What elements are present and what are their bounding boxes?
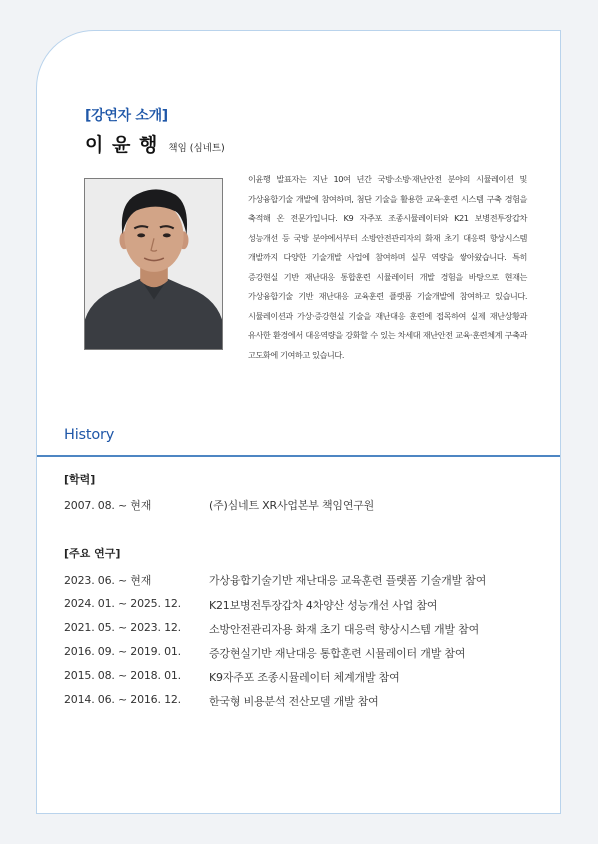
profile-card <box>36 30 561 814</box>
education-period: 2007. 08. ~ 현재 <box>64 499 152 512</box>
speaker-bio: 이윤행 발표자는 지난 10여 년간 국방·소방·재난안전 분야의 시뮬레이션 및 가상융합기술 개발에 참여하며, 첨단 기술을 활용한 교육·훈련 시스템 구축 경험을 축적해 온 전문가입니다. K9 자주포 조종시뮬레이터와 K21 보병전투장갑차 성능개선 등 국방 분야에서부터 소방안전관리자의 화재 초기 대응력 향상시스템 개발까지 다양한 기술개발 사업에 참여하며 실무 역량을 쌓아왔습니다. 특히 증강현실 기반 재난대응 통합훈련 시뮬레이터 개발 경험을 바탕으로 현재는 가상융합기술 기반 재난대응 교육훈련 플랫폼 기술개발에 참여하고 있습니다. 시뮬레이션과 가상·증강현실 기술을 재난대응 훈련에 접목하여 실제 재난상황과 유사한 환경에서 대응역량을 강화할 수 있는 차세대 재난안전 교육·훈련체계 구축과 고도화에 기여하고 있습니다. <box>248 174 527 360</box>
portrait-image <box>85 179 222 349</box>
research-period: 2021. 05. ~ 2023. 12. <box>64 621 181 634</box>
research-desc: K21보병전투장갑차 4차양산 성능개선 사업 참여 <box>209 599 438 612</box>
speaker-name: 이 윤 행 <box>85 134 159 156</box>
research-period: 2015. 08. ~ 2018. 01. <box>64 669 181 682</box>
research-period: 2014. 06. ~ 2016. 12. <box>64 693 181 706</box>
research-desc: 한국형 비용분석 전산모델 개발 참여 <box>209 695 379 708</box>
research-desc: 가상융합기술기반 재난대응 교육훈련 플랫폼 기술개발 참여 <box>209 574 487 587</box>
section-label: [강연자 소개] <box>85 108 168 124</box>
research-heading: [주요 연구] <box>64 547 121 560</box>
research-period: 2024. 01. ~ 2025. 12. <box>64 597 181 610</box>
education-heading: [학력] <box>64 473 96 486</box>
history-divider <box>37 455 560 457</box>
research-desc: 증강현실기반 재난대응 통합훈련 시뮬레이터 개발 참여 <box>209 647 466 660</box>
speaker-title: 책임 (심네트) <box>168 143 225 154</box>
education-desc: (주)심네트 XR사업본부 책임연구원 <box>209 499 375 512</box>
research-desc: K9자주포 조종시뮬레이터 체계개발 참여 <box>209 671 400 684</box>
research-desc: 소방안전관리자용 화재 초기 대응력 향상시스템 개발 참여 <box>209 623 480 636</box>
research-period: 2016. 09. ~ 2019. 01. <box>64 645 181 658</box>
research-period: 2023. 06. ~ 현재 <box>64 574 152 587</box>
history-title: History <box>64 427 115 443</box>
speaker-photo <box>84 178 223 350</box>
speaker-name-line <box>85 130 225 157</box>
